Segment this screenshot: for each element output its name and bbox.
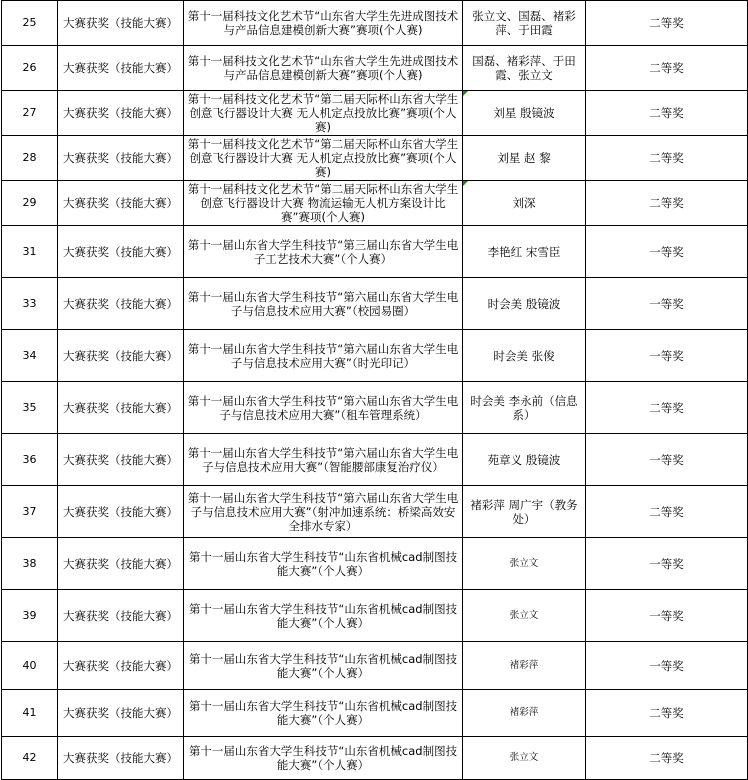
row-number-cell: 31 [2, 226, 58, 278]
table-row [2, 737, 748, 780]
project-name-cell: 第十一届山东省大学生科技节“第三届山东省大学生电子工艺技术大赛”（个人赛） [184, 226, 463, 278]
category-cell: 大赛获奖（技能大赛） [58, 278, 184, 330]
table-row [2, 642, 748, 690]
row-number-cell: 33 [2, 278, 58, 330]
table-row [2, 538, 748, 590]
project-name-cell: 第十一届山东省大学生科技节“第六届山东省大学生电子与信息技术应用大赛”（射冲加速系统：桥梁高效安全排水专家） [184, 486, 463, 538]
award-level-cell: 一等奖 [586, 278, 748, 330]
category-cell: 大赛获奖（技能大赛） [58, 737, 184, 780]
table-row [2, 1, 748, 46]
participants-cell: 刘星 殷镜波 [463, 91, 586, 136]
project-name-cell: 第十一届山东省大学生科技节“山东省机械cad制图技能大赛”（个人赛） [184, 737, 463, 780]
participants-cell: 时会美 张俊 [463, 330, 586, 382]
awards-table-body [2, 1, 748, 780]
table-row [2, 46, 748, 91]
award-level-cell: 二等奖 [586, 382, 748, 434]
category-cell: 大赛获奖（技能大赛） [58, 382, 184, 434]
awards-table [1, 0, 748, 780]
award-level-cell: 一等奖 [586, 226, 748, 278]
project-name-cell: 第十一届山东省大学生科技节“山东省机械cad制图技能大赛”（个人赛） [184, 642, 463, 690]
row-number-cell: 34 [2, 330, 58, 382]
award-level-cell: 二等奖 [586, 737, 748, 780]
project-name-cell: 第十一届山东省大学生科技节“山东省机械cad制图技能大赛”（个人赛） [184, 690, 463, 737]
table-row [2, 434, 748, 486]
row-number-cell: 40 [2, 642, 58, 690]
row-number-cell: 39 [2, 590, 58, 642]
award-level-cell: 一等奖 [586, 330, 748, 382]
row-number-cell: 25 [2, 1, 58, 46]
table-row [2, 91, 748, 136]
participants-cell: 国磊、褚彩萍、于田霞、张立文 [463, 46, 586, 91]
project-name-cell: 第十一届科技文化艺术节“山东省大学生先进成图技术与产品信息建模创新大赛”赛项(个人赛) [184, 1, 463, 46]
project-name-cell: 第十一届科技文化艺术节“第二届天际杯山东省大学生创意飞行器设计大赛 物流运输无人机方案设计比赛”赛项(个人赛) [184, 181, 463, 226]
participants-cell: 褚彩萍 [463, 642, 586, 690]
table-row [2, 278, 748, 330]
project-name-cell: 第十一届科技文化艺术节“第二届天际杯山东省大学生创意飞行器设计大赛 无人机定点投放比赛”赛项(个人赛) [184, 91, 463, 136]
row-number-cell: 29 [2, 181, 58, 226]
award-level-cell: 二等奖 [586, 181, 748, 226]
row-number-cell: 41 [2, 690, 58, 737]
category-cell: 大赛获奖（技能大赛） [58, 330, 184, 382]
category-cell: 大赛获奖（技能大赛） [58, 642, 184, 690]
category-cell: 大赛获奖（技能大赛） [58, 486, 184, 538]
participants-cell: 张立文、国磊、褚彩萍、于田霞 [463, 1, 586, 46]
category-cell: 大赛获奖（技能大赛） [58, 46, 184, 91]
award-level-cell: 二等奖 [586, 1, 748, 46]
category-cell: 大赛获奖（技能大赛） [58, 1, 184, 46]
participants-cell: 张立文 [463, 538, 586, 590]
category-cell: 大赛获奖（技能大赛） [58, 91, 184, 136]
participants-cell: 褚彩萍 [463, 690, 586, 737]
row-number-cell: 35 [2, 382, 58, 434]
project-name-cell: 第十一届科技文化艺术节“第二届天际杯山东省大学生创意飞行器设计大赛 无人机定点投放比赛”赛项(个人赛) [184, 136, 463, 181]
category-cell: 大赛获奖（技能大赛） [58, 590, 184, 642]
award-level-cell: 一等奖 [586, 642, 748, 690]
category-cell: 大赛获奖（技能大赛） [58, 136, 184, 181]
participants-cell: 李艳红 宋雪臣 [463, 226, 586, 278]
participants-cell: 褚彩萍 周广宇（教务处） [463, 486, 586, 538]
project-name-cell: 第十一届山东省大学生科技节“第六届山东省大学生电子与信息技术应用大赛”（时光印记） [184, 330, 463, 382]
award-level-cell: 一等奖 [586, 590, 748, 642]
participants-cell: 时会美 李永前（信息系） [463, 382, 586, 434]
row-number-cell: 26 [2, 46, 58, 91]
award-level-cell: 二等奖 [586, 136, 748, 181]
table-row [2, 590, 748, 642]
award-level-cell: 二等奖 [586, 46, 748, 91]
category-cell: 大赛获奖（技能大赛） [58, 538, 184, 590]
participants-cell: 张立文 [463, 737, 586, 780]
table-row [2, 226, 748, 278]
category-cell: 大赛获奖（技能大赛） [58, 226, 184, 278]
table-row [2, 486, 748, 538]
award-level-cell: 一等奖 [586, 538, 748, 590]
participants-cell: 苑章义 殷镜波 [463, 434, 586, 486]
participants-cell: 刘深 [463, 181, 586, 226]
project-name-cell: 第十一届山东省大学生科技节“第六届山东省大学生电子与信息技术应用大赛”（校园易圈） [184, 278, 463, 330]
table-row [2, 181, 748, 226]
table-row [2, 136, 748, 181]
project-name-cell: 第十一届山东省大学生科技节“第六届山东省大学生电子与信息技术应用大赛”（智能腰部康复治疗仪） [184, 434, 463, 486]
project-name-cell: 第十一届山东省大学生科技节“山东省机械cad制图技能大赛”（个人赛） [184, 590, 463, 642]
category-cell: 大赛获奖（技能大赛） [58, 434, 184, 486]
row-number-cell: 28 [2, 136, 58, 181]
row-number-cell: 42 [2, 737, 58, 780]
row-number-cell: 27 [2, 91, 58, 136]
project-name-cell: 第十一届山东省大学生科技节“山东省机械cad制图技能大赛”（个人赛） [184, 538, 463, 590]
category-cell: 大赛获奖（技能大赛） [58, 181, 184, 226]
category-cell: 大赛获奖（技能大赛） [58, 690, 184, 737]
participants-cell: 张立文 [463, 590, 586, 642]
row-number-cell: 36 [2, 434, 58, 486]
award-level-cell: 二等奖 [586, 91, 748, 136]
table-row [2, 330, 748, 382]
row-number-cell: 37 [2, 486, 58, 538]
award-level-cell: 二等奖 [586, 690, 748, 737]
project-name-cell: 第十一届科技文化艺术节“山东省大学生先进成图技术与产品信息建模创新大赛”赛项(个人赛) [184, 46, 463, 91]
award-level-cell: 二等奖 [586, 486, 748, 538]
participants-cell: 时会美 殷镜波 [463, 278, 586, 330]
row-number-cell: 38 [2, 538, 58, 590]
participants-cell: 刘星 赵 黎 [463, 136, 586, 181]
award-level-cell: 一等奖 [586, 434, 748, 486]
table-row [2, 690, 748, 737]
project-name-cell: 第十一届山东省大学生科技节“第六届山东省大学生电子与信息技术应用大赛”（租车管理系统） [184, 382, 463, 434]
table-row [2, 382, 748, 434]
